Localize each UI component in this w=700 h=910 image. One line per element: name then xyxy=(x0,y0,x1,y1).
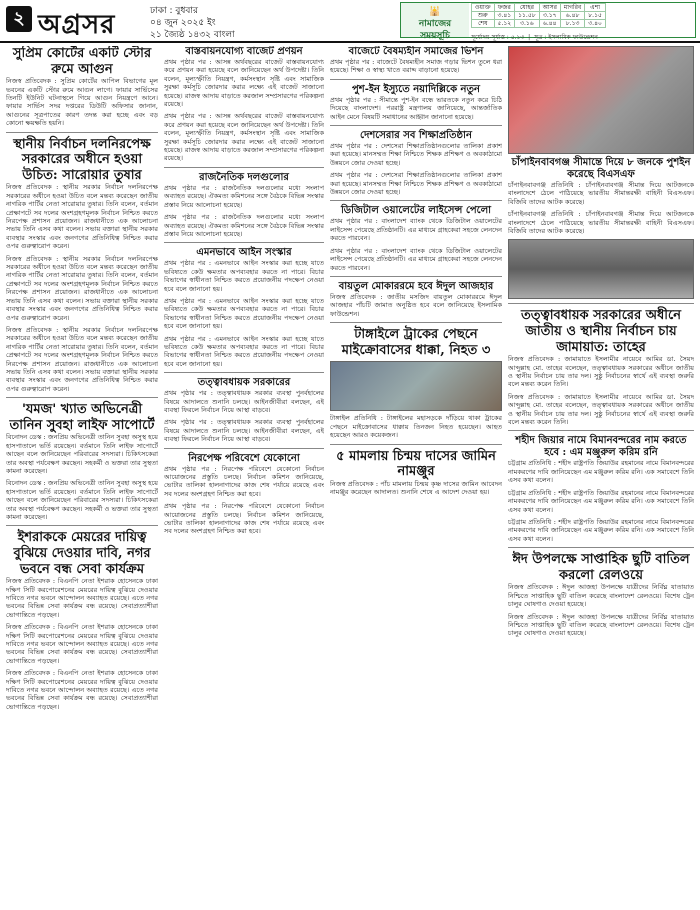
article-body: নিজস্ব প্রতিবেদক : জামায়াতে ইসলামীর নায়েবে আমির ডা. সৈয়দ আব্দুল্লাহ মো. তাহের বলেছেন, তত্ত্বাবধায়ক সরকারের অধীনে জাতীয় ও স্থানীয় নির্বাচন চায় তার দল। সুষ্ঠু নির্বাচনের স্বার্থে এই ব্যবস্থা জরুরি বলে মন্তব্য করেন তিনি। xyxy=(508,392,694,427)
page-number: ২ xyxy=(6,6,32,32)
article-body: প্রথম পৃষ্ঠার পর : তত্ত্বাবধায়ক সরকার ব্যবস্থা পুনর্বহালের বিষয়ে আদালতে শুনানি চলছে। আইনজীবীরা বলছেন, এই ব্যবস্থা ফিরলে নির্বাচন নিয়ে আস্থা বাড়বে। xyxy=(164,389,324,414)
prayer-header: আসর xyxy=(539,4,560,12)
article-body: প্রথম পৃষ্ঠার পর : বাংলাদেশ ব্যাংক থেকে ডিজিটাল ওয়ালেটের লাইসেন্স পেয়েছে প্রতিষ্ঠানটি। এর মাধ্যমে গ্রাহকেরা সহজে লেনদেন করতে পারবেন। xyxy=(330,217,502,243)
news-photo xyxy=(508,239,694,299)
prayer-times-footer: সূর্যোদয়-সূর্যাস্ত : ৫.১৩ | সূত্র : ইসলামিক ফাউন্ডেশন xyxy=(471,34,598,41)
prayer-times-title: 🕌 নামাজের সময়সূচি xyxy=(401,3,469,37)
prayer-times-box xyxy=(400,2,696,41)
prayer-cell: ৩.১৬ xyxy=(515,20,539,28)
article-body: নিজস্ব প্রতিবেদক : স্থানীয় সরকার নির্বাচন দলনিরপেক্ষ সরকারের অধীনে হওয়া উচিত বলে মন্তব্য করেছেন জাতীয় নাগরিক পার্টির নেতা সারোয়ার তুষার। তিনি বলেন, বর্তমান প্রেক্ষাপটে সব দলের অংশগ্রহণমূলক নির্বাচন নিশ্চিত করতে নিরপেক্ষ প্রশাসন প্রয়োজন। রাজধানীতে এক আলোচনা সভায় তিনি এসব কথা বলেন। সভায় বক্তারা স্থানীয় সরকার ব্যবস্থার সংস্কার এবং জনগণের প্রতিনিধিত্ব নিশ্চিত করার ওপর গুরুত্বারোপ করেন। xyxy=(6,183,158,251)
headline: ইশরাককে মেয়রের দায়িত্ব বুঝিয়ে দেওয়ার দাবি, নগর ভবনে বন্ধ সেবা কার্যক্রম xyxy=(13,530,151,577)
mosque-icon: 🕌 xyxy=(429,7,441,17)
prayer-cell: ৬.৪৪ xyxy=(539,20,560,28)
headline: চাঁপাইনবাবগঞ্জ সীমান্তে দিয়ে ৮ জনকে পুশইন করেছে বিএসএফ xyxy=(511,157,691,180)
divider xyxy=(508,430,694,431)
dateline-date-bn: ২১ জ্যৈষ্ঠ ১৪৩২ বাংলা xyxy=(150,30,235,40)
headline: স্থানীয় নির্বাচন দলনিরপেক্ষ সরকারের অধীনে হওয়া উচিত: সারোয়ার তুষার xyxy=(13,136,151,183)
headline: বাজেটে বৈষম্যহীন সমাজের ভিশন xyxy=(348,46,484,57)
article-body: নিজস্ব প্রতিবেদক : সুপ্রিম কোর্টের আপিল বিভাগের মূল ভবনের একটি স্টোর রুমে আগুন লাগে। ফায়ার সার্ভিসের তিনটি ইউনিট ঘটনাস্থলে গিয়ে আগুন নিয়ন্ত্রণে আনে। ফায়ার সার্ভিস সদর দপ্তরের ডিউটি অফিসার জানান, আগুনের সূত্রপাতের কারণ তদন্ত করা হচ্ছে এবং বড় কোনো ক্ষয়ক্ষতি হয়নি। xyxy=(6,77,158,128)
headline: বায়তুল মোকাররমে হবে ঈদুল আজহার xyxy=(338,280,494,292)
article-body: নিজস্ব প্রতিবেদক : বিএনপি নেতা ইশরাক হোসেনকে ঢাকা দক্ষিণ সিটি করপোরেশনের মেয়রের দায়িত্ব বুঝিয়ে দেওয়ার দাবিতে নগর ভবনে আন্দোলন অব্যাহত রয়েছে। এতে নগর ভবনের বিভিন্ন সেবা কার্যক্রম বন্ধ রয়েছে। সেবাপ্রত্যাশীরা ভোগান্তিতে পড়ছেন। xyxy=(6,623,158,665)
article-body: প্রথম পৃষ্ঠার পর : সীমান্তে পুশ-ইন বন্ধে ভারতকে নতুন করে চিঠি দিয়েছে বাংলাদেশ। পররাষ্ট্র মন্ত্রণালয় জানিয়েছে, আন্তর্জাতিক আইন মেনে বিষয়টি সমাধানের আহ্বান জানানো হয়েছে। xyxy=(330,95,502,121)
masthead xyxy=(0,0,700,40)
prayer-cell: ৬.৪৮ xyxy=(560,12,584,20)
headline: 'যমজ' খ্যাত অভিনেত্রী তানিন সুবহা লাইফ সাপোর্টে xyxy=(9,402,155,433)
prayer-cell: ১১.৫৮ xyxy=(515,12,539,20)
dateline xyxy=(150,5,235,41)
headline: তত্ত্বাবধায়ক সরকারের xyxy=(197,377,291,389)
prayer-cell: ৫.১২ xyxy=(494,20,515,28)
divider xyxy=(164,242,324,243)
article-body: প্রথম পৃষ্ঠার পর : তত্ত্বাবধায়ক সরকার ব্যবস্থা পুনর্বহালের বিষয়ে আদালতে শুনানি চলছে। আইনজীবীরা বলছেন, এই ব্যবস্থা ফিরলে নির্বাচন নিয়ে আস্থা বাড়বে। xyxy=(164,418,324,444)
article-body: প্রথম পৃষ্ঠার পর : রাজনৈতিক দলগুলোর মধ্যে সংলাপ অব্যাহত রয়েছে। ঐকমত্য কমিশনের সঙ্গে বৈঠকে বিভিন্ন সংস্কার প্রস্তাব নিয়ে আলোচনা হয়েছে। xyxy=(164,183,324,209)
divider xyxy=(6,397,158,398)
divider xyxy=(6,132,158,133)
dateline-date-en: ০৪ জুন ২০২৫ ইং xyxy=(150,18,216,28)
article-body: নিজস্ব প্রতিবেদক : স্থানীয় সরকার নির্বাচন দলনিরপেক্ষ সরকারের অধীনে হওয়া উচিত বলে মন্তব্য করেছেন জাতীয় নাগরিক পার্টির নেতা সারোয়ার তুষার। তিনি বলেন, বর্তমান প্রেক্ষাপটে সব দলের অংশগ্রহণমূলক নির্বাচন নিশ্চিত করতে নিরপেক্ষ প্রশাসন প্রয়োজন। রাজধানীতে এক আলোচনা সভায় তিনি এসব কথা বলেন। সভায় বক্তারা স্থানীয় সরকার ব্যবস্থার সংস্কার এবং জনগণের প্রতিনিধিত্ব নিশ্চিত করার ওপর গুরুত্বারোপ করেন। xyxy=(6,325,158,393)
article-body: নিজস্ব প্রতিবেদক : জামায়াতে ইসলামীর নায়েবে আমির ডা. সৈয়দ আব্দুল্লাহ মো. তাহের বলেছেন, তত্ত্বাবধায়ক সরকারের অধীনে জাতীয় ও স্থানীয় নির্বাচন চায় তার দল। সুষ্ঠু নির্বাচনের স্বার্থে এই ব্যবস্থা জরুরি বলে মন্তব্য করেন তিনি। xyxy=(508,355,694,389)
article-body: প্রথম পৃষ্ঠার পর : এমনভাবে আইন সংস্কার করা হচ্ছে যাতে ভবিষ্যতে কেউ ক্ষমতার অপব্যবহার করতে না পারে। বিচার বিভাগের স্বাধীনতা নিশ্চিত করতে প্রয়োজনীয় পদক্ষেপ নেওয়া হবে বলে জানানো হয়। xyxy=(164,334,324,368)
headline: সুপ্রিম কোর্টের একটি স্টোর রুমে আগুন xyxy=(12,46,152,77)
column-4 xyxy=(508,46,694,904)
article-body: প্রথম পৃষ্ঠার পর : বাংলাদেশ ব্যাংক থেকে ডিজিটাল ওয়ালেটের লাইসেন্স পেয়েছে প্রতিষ্ঠানটি। এর মাধ্যমে গ্রাহকেরা সহজে লেনদেন করতে পারবেন। xyxy=(330,246,502,272)
prayer-cell: ৩.৪১ xyxy=(494,12,515,20)
article-body: প্রথম পৃষ্ঠার পর : বাজেটে বৈষম্যহীন সমাজ গড়ার ভিশন তুলে ধরা হয়েছে। শিক্ষা ও স্বাস্থ্য খাতে বরাদ্দ বাড়ানো হয়েছে। xyxy=(330,58,502,75)
divider xyxy=(330,200,502,201)
divider xyxy=(164,448,324,449)
dateline-city: ঢাকা : বুধবার xyxy=(150,6,198,16)
prayer-cell: ৩.৪০ xyxy=(585,20,606,28)
article-body: প্রথম পৃষ্ঠার পর : নিরপেক্ষ পরিবেশে যেকোনো নির্বাচন আয়োজনের প্রস্তুতি চলছে। নির্বাচন কমিশন জানিয়েছে, ভোটার তালিকা হালনাগাদের কাজ শেষ পর্যায়ে রয়েছে এবং সব দলের অংশগ্রহণ নিশ্চিত করা হবে। xyxy=(164,464,324,498)
headline: তত্ত্বাবধায়ক সরকারের অধীনে জাতীয় ও স্থানীয় নির্বাচন চায় জামায়াত: তাহের xyxy=(521,308,681,355)
prayer-header: যোহর xyxy=(515,4,539,12)
article-body: চাঁপাইনবাবগঞ্জ প্রতিনিধি : চাঁপাইনবাবগঞ্জ সীমান্ত দিয়ে আটজনকে বাংলাদেশে ঠেলে পাঠিয়েছে ভারতীয় সীমান্তরক্ষী বাহিনী বিএসএফ। বিজিবি তাদের আটক করেছে। xyxy=(508,210,694,236)
divider xyxy=(508,547,694,548)
article-body: চট্টগ্রাম প্রতিনিধি : শহীদ রাষ্ট্রপতি জিয়াউর রহমানের নামে বিমানবন্দরের নামকরণের দাবি জানিয়েছেন এম মঞ্জুরুল করিম রনি। এক সমাবেশে তিনি এসব কথা বলেন। xyxy=(508,488,694,514)
prayer-header: ওয়াক্ত xyxy=(472,4,495,12)
prayer-header: এশা xyxy=(585,4,606,12)
column-2 xyxy=(164,46,324,904)
divider xyxy=(330,322,502,323)
prayer-cell: শেষ xyxy=(472,20,495,28)
article-body: নিজস্ব প্রতিবেদক : স্থানীয় সরকার নির্বাচন দলনিরপেক্ষ সরকারের অধীনে হওয়া উচিত বলে মন্তব্য করেছেন জাতীয় নাগরিক পার্টির নেতা সারোয়ার তুষার। তিনি বলেন, বর্তমান প্রেক্ষাপটে সব দলের অংশগ্রহণমূলক নির্বাচন নিশ্চিত করতে নিরপেক্ষ প্রশাসন প্রয়োজন। রাজধানীতে এক আলোচনা সভায় তিনি এসব কথা বলেন। সভায় বক্তারা স্থানীয় সরকার ব্যবস্থার সংস্কার এবং জনগণের প্রতিনিধিত্ব নিশ্চিত করার ওপর গুরুত্বারোপ করেন। xyxy=(6,254,158,322)
accident-photo xyxy=(330,361,502,411)
article-body: নিজস্ব প্রতিবেদক : বিএনপি নেতা ইশরাক হোসেনকে ঢাকা দক্ষিণ সিটি করপোরেশনের মেয়রের দায়িত্ব বুঝিয়ে দেওয়ার দাবিতে নগর ভবনে আন্দোলন অব্যাহত রয়েছে। এতে নগর ভবনের বিভিন্ন সেবা কার্যক্রম বন্ধ রয়েছে। সেবাপ্রত্যাশীরা ভোগান্তিতে পড়ছেন। xyxy=(6,577,158,619)
headline: এমনভাবে আইন সংস্কার xyxy=(196,247,292,259)
article-body: বিনোদন ডেস্ক : জনপ্রিয় অভিনেত্রী তানিন সুবহা অসুস্থ হয়ে হাসপাতালে ভর্তি রয়েছেন। বর্তমানে তিনি লাইফ সাপোর্টে আছেন বলে জানিয়েছেন পরিবারের সদস্যরা। চিকিৎসকেরা তার অবস্থা পর্যবেক্ষণ করছেন। সহকর্মী ও ভক্তরা তার সুস্থতা কামনা করেছেন। xyxy=(6,479,158,521)
article-body: প্রথম পৃষ্ঠার পর : এমনভাবে আইন সংস্কার করা হচ্ছে যাতে ভবিষ্যতে কেউ ক্ষমতার অপব্যবহার করতে না পারে। বিচার বিভাগের স্বাধীনতা নিশ্চিত করতে প্রয়োজনীয় পদক্ষেপ নেওয়া হবে বলে জানানো হয়। xyxy=(164,296,324,331)
article-body: নিজস্ব প্রতিবেদক : বিএনপি নেতা ইশরাক হোসেনকে ঢাকা দক্ষিণ সিটি করপোরেশনের মেয়রের দায়িত্ব বুঝিয়ে দেওয়ার দাবিতে নগর ভবনে আন্দোলন অব্যাহত রয়েছে। এতে নগর ভবনের বিভিন্ন সেবা কার্যক্রম বন্ধ রয়েছে। সেবাপ্রত্যাশীরা ভোগান্তিতে পড়ছেন। xyxy=(6,669,158,711)
divider xyxy=(330,79,502,80)
headline: ৫ মামলায় চিন্ময় দাসের জামিন নামঞ্জুর xyxy=(336,448,496,480)
article-body: চট্টগ্রাম প্রতিনিধি : শহীদ রাষ্ট্রপতি জিয়াউর রহমানের নামে বিমানবন্দরের নামকরণের দাবি জানিয়েছেন এম মঞ্জুরুল করিম রনি। এক সমাবেশে তিনি এসব কথা বলেন। xyxy=(508,459,694,485)
article-body: নিজস্ব প্রতিবেদক : ঈদুল আজহা উপলক্ষে যাত্রীদের নির্বিঘ্ন যাতায়াত নিশ্চিতে সাপ্তাহিক ছুটি বাতিল করেছে বাংলাদেশ রেলওয়ে। বিশেষ ট্রেন চালুর ঘোষণাও দেওয়া হয়েছে। xyxy=(508,612,694,638)
prayer-cell: শুরু xyxy=(472,12,495,20)
divider xyxy=(6,525,158,526)
headline: ডিজিটাল ওয়ালেটের লাইসেন্স পেলো xyxy=(340,205,492,217)
headline: ঈদ উপলক্ষে সাপ্তাহিক ছুটি বাতিল করলো রেলওয়ে xyxy=(512,552,690,583)
headline: পুশ-ইন ইস্যুতে নয়াদিল্লিকে নতুন xyxy=(351,83,480,95)
prayer-header: ফজর xyxy=(494,4,515,12)
prayer-times-table xyxy=(471,3,606,28)
article-body: প্রথম পৃষ্ঠার পর : দেশসেরা শিক্ষাপ্রতিষ্ঠানগুলোর তালিকা প্রকাশ করা হয়েছে। মানসম্মত শিক্ষা নিশ্চিতে শিক্ষক প্রশিক্ষণ ও অবকাঠামো উন্নয়নে জোর দেওয়া হচ্ছে। xyxy=(330,142,502,167)
article-body: বিনোদন ডেস্ক : জনপ্রিয় অভিনেত্রী তানিন সুবহা অসুস্থ হয়ে হাসপাতালে ভর্তি রয়েছেন। বর্তমানে তিনি লাইফ সাপোর্টে আছেন বলে জানিয়েছেন পরিবারের সদস্যরা। চিকিৎসকেরা তার অবস্থা পর্যবেক্ষণ করছেন। সহকর্মী ও ভক্তরা তার সুস্থতা কামনা করেছেন। xyxy=(6,433,158,475)
masthead-rule xyxy=(0,41,700,43)
article-body: নিজস্ব প্রতিবেদক : জাতীয় মসজিদ বায়তুল মোকাররমে ঈদুল আজহার পাঁচটি জামাত অনুষ্ঠিত হবে বলে জানিয়েছে ইসলামিক ফাউন্ডেশন। xyxy=(330,292,502,318)
divider xyxy=(330,125,502,126)
prayer-cell: ৩.১৭ xyxy=(539,12,560,20)
article-body: প্রথম পৃষ্ঠার পর : আসন্ন অর্থবছরের বাজেট বাস্তবায়নযোগ্য করে প্রণয়ন করা হয়েছে বলে জানিয়েছেন অর্থ উপদেষ্টা। তিনি বলেন, মূল্যস্ফীতি নিয়ন্ত্রণ, কর্মসংস্থান সৃষ্টি এবং সামাজিক সুরক্ষা কর্মসূচি জোরদার করার লক্ষ্যে এই বাজেট সাজানো হয়েছে। রাজস্ব আদায় বাড়াতে করজাল সম্প্রসারণের পরিকল্পনা রয়েছে। xyxy=(164,58,324,109)
headline: শহীদ জিয়ার নামে বিমানবন্দরের নাম করতে হবে : এম মঞ্জুরুল করিম রনি xyxy=(515,435,687,459)
divider xyxy=(330,276,502,277)
border-news-photo xyxy=(508,46,694,154)
divider xyxy=(508,303,694,304)
headline: দেশসেরার সব শিক্ষাপ্রতিষ্ঠান xyxy=(360,130,472,142)
prayer-header: মাগরিব xyxy=(560,4,584,12)
prayer-cell: ৮.১৩ xyxy=(560,20,584,28)
article-body: প্রথম পৃষ্ঠার পর : নিরপেক্ষ পরিবেশে যেকোনো নির্বাচন আয়োজনের প্রস্তুতি চলছে। নির্বাচন কমিশন জানিয়েছে, ভোটার তালিকা হালনাগাদের কাজ শেষ পর্যায়ে রয়েছে এবং সব দলের অংশগ্রহণ নিশ্চিত করা হবে। xyxy=(164,502,324,536)
article-body: প্রথম পৃষ্ঠার পর : দেশসেরা শিক্ষাপ্রতিষ্ঠানগুলোর তালিকা প্রকাশ করা হয়েছে। মানসম্মত শিক্ষা নিশ্চিতে শিক্ষক প্রশিক্ষণ ও অবকাঠামো উন্নয়নে জোর দেওয়া হচ্ছে। xyxy=(330,171,502,197)
headline: টাঙ্গাইলে ট্রাকের পেছনে মাইক্রোবাসের ধাক্কা, নিহত ৩ xyxy=(341,327,491,358)
column-1 xyxy=(6,46,158,904)
prayer-cell: ৮.১৫ xyxy=(585,12,606,20)
article-body: প্রথম পৃষ্ঠার পর : রাজনৈতিক দলগুলোর মধ্যে সংলাপ অব্যাহত রয়েছে। ঐকমত্য কমিশনের সঙ্গে বৈঠকে বিভিন্ন সংস্কার প্রস্তাব নিয়ে আলোচনা হয়েছে। xyxy=(164,213,324,238)
article-body: প্রথম পৃষ্ঠার পর : এমনভাবে আইন সংস্কার করা হচ্ছে যাতে ভবিষ্যতে কেউ ক্ষমতার অপব্যবহার করতে না পারে। বিচার বিভাগের স্বাধীনতা নিশ্চিত করতে প্রয়োজনীয় পদক্ষেপ নেওয়া হবে বলে জানানো হয়। xyxy=(164,259,324,293)
article-body: নিজস্ব প্রতিবেদক : পাঁচ মামলায় চিন্ময় কৃষ্ণ দাসের জামিন আবেদন নামঞ্জুর করেছেন আদালত। শুনানি শেষে এ আদেশ দেওয়া হয়। xyxy=(330,479,502,497)
headline: বাস্তবায়নযোগ্য বাজেট প্রণয়ন xyxy=(185,46,303,57)
divider xyxy=(330,444,502,445)
newspaper-logo: অগ্রসর xyxy=(38,10,116,40)
article-body: টাঙ্গাইল প্রতিনিধি : টাঙ্গাইলের মহাসড়কে দাঁড়িয়ে থাকা ট্রাকের পেছনে মাইক্রোবাসের ধাক্কায় তিনজন নিহত হয়েছেন। আহত হয়েছেন আরও কয়েকজন। xyxy=(330,414,502,440)
divider xyxy=(164,372,324,373)
article-body: চাঁপাইনবাবগঞ্জ প্রতিনিধি : চাঁপাইনবাবগঞ্জ সীমান্ত দিয়ে আটজনকে বাংলাদেশে ঠেলে পাঠিয়েছে ভারতীয় সীমান্তরক্ষী বাহিনী বিএসএফ। বিজিবি তাদের আটক করেছে। xyxy=(508,181,694,206)
article-body: প্রথম পৃষ্ঠার পর : আসন্ন অর্থবছরের বাজেট বাস্তবায়নযোগ্য করে প্রণয়ন করা হয়েছে বলে জানিয়েছেন অর্থ উপদেষ্টা। তিনি বলেন, মূল্যস্ফীতি নিয়ন্ত্রণ, কর্মসংস্থান সৃষ্টি এবং সামাজিক সুরক্ষা কর্মসূচি জোরদার করার লক্ষ্যে এই বাজেট সাজানো হয়েছে। রাজস্ব আদায় বাড়াতে করজাল সম্প্রসারণের পরিকল্পনা রয়েছে। xyxy=(164,112,324,163)
article-body: চট্টগ্রাম প্রতিনিধি : শহীদ রাষ্ট্রপতি জিয়াউর রহমানের নামে বিমানবন্দরের নামকরণের দাবি জানিয়েছেন এম মঞ্জুরুল করিম রনি। এক সমাবেশে তিনি এসব কথা বলেন। xyxy=(508,517,694,543)
divider xyxy=(164,167,324,168)
article-body: নিজস্ব প্রতিবেদক : ঈদুল আজহা উপলক্ষে যাত্রীদের নির্বিঘ্ন যাতায়াত নিশ্চিতে সাপ্তাহিক ছুটি বাতিল করেছে বাংলাদেশ রেলওয়ে। বিশেষ ট্রেন চালুর ঘোষণাও দেওয়া হয়েছে। xyxy=(508,583,694,609)
column-3 xyxy=(330,46,502,904)
headline: রাজনৈতিক দলগুলোর xyxy=(199,171,289,183)
headline: নিরপেক্ষ পরিবেশে যেকোনো xyxy=(188,452,300,464)
